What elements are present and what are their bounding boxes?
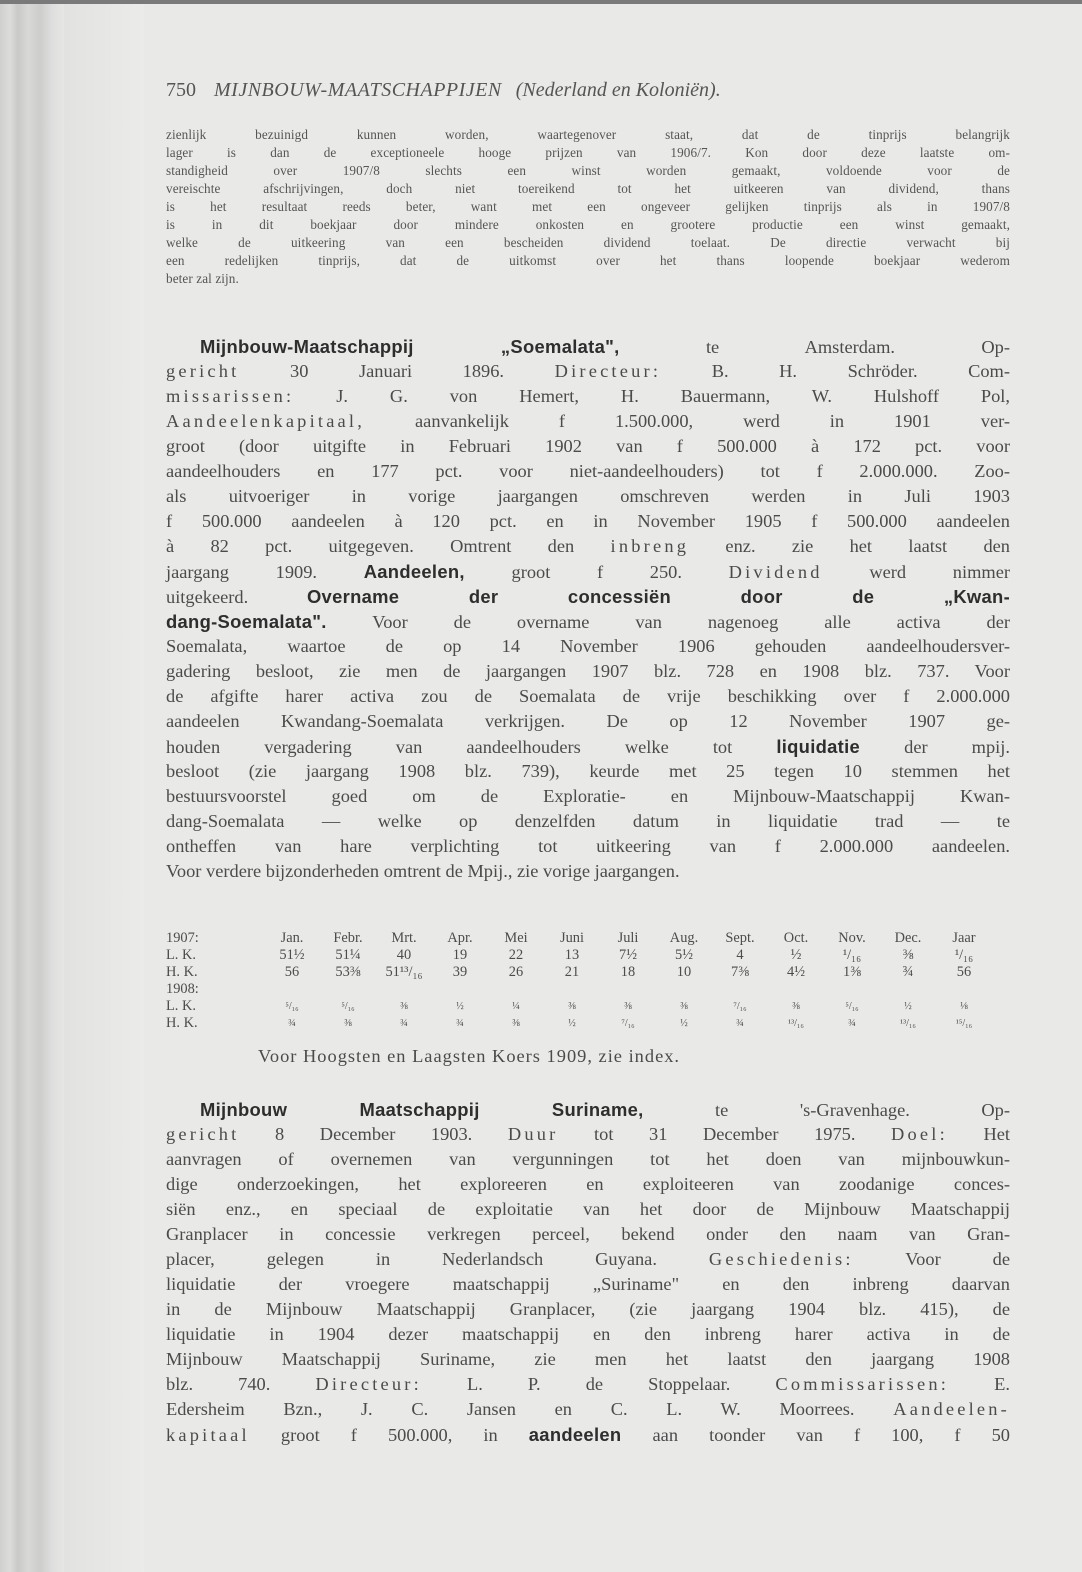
- text-line: aanvragen of overnemen van vergunningen tot het doen van mijnbouwkun-: [166, 1149, 1010, 1169]
- text-line: dige onderzoekingen, het exploreeren en exploiteeren van zoodanige conces-: [166, 1174, 1010, 1194]
- intro-line: zienlijk bezuinigd kunnen worden, waartegenover staat, dat de tinprijs belangrijk: [166, 127, 1010, 142]
- text: Edersheim Bzn., J. C. Jansen en C. L. W. Moorrees.: [166, 1399, 894, 1419]
- text: Het: [947, 1124, 1011, 1144]
- table-note: Voor Hoogsten en Laagsten Koers 1909, zie index.: [258, 1046, 681, 1066]
- text: aanvankelijk f 1.500.000, werd in 1901 ver-: [365, 411, 1010, 431]
- table-cell: ½: [568, 1018, 576, 1029]
- table-cell: ¹⁵/₁₆: [955, 1018, 973, 1029]
- text-line: bestuursvoorstel goed om de Exploratie- en Mijnbouw-Maatschappij Kwan-: [166, 786, 1010, 806]
- text: groot f 250.: [464, 562, 729, 582]
- table-cell: ¾: [848, 1018, 856, 1029]
- table-cell: ¹/₁₆: [842, 947, 862, 963]
- table-row: [166, 947, 992, 964]
- table-cell: 51¹³/₁₆: [385, 964, 423, 980]
- table-cell: 21: [564, 964, 580, 980]
- column-header: Mrt.: [391, 930, 417, 946]
- spaced-term: missarissen:: [166, 386, 295, 406]
- spaced-term: Directeur:: [554, 361, 662, 381]
- entry-heading: Mijnbouw Maatschappij Suriname,: [200, 1099, 644, 1120]
- table-cell: ¾: [902, 964, 914, 980]
- table-row: [166, 964, 992, 981]
- text-line: groot (door uitgifte in Februari 1902 van f 500.000 à 172 pct. voor: [166, 436, 1010, 456]
- year-label: 1907:: [166, 930, 199, 946]
- text: B. H. Schröder. Com-: [661, 361, 1010, 381]
- spaced-term: Geschiedenis:: [708, 1249, 854, 1269]
- table-cell: 7⅜: [731, 964, 749, 980]
- bold-subheading: dang-Soemalata".: [166, 611, 327, 632]
- text: der mpij.: [860, 737, 1010, 757]
- spaced-term: Aandeelen-: [893, 1399, 1010, 1419]
- table-cell: ⅜: [512, 1018, 520, 1029]
- spaced-term: kapitaal: [166, 1425, 250, 1445]
- spaced-term: gericht: [166, 361, 240, 381]
- table-cell: 51¼: [335, 947, 361, 963]
- spaced-term: Duur: [507, 1124, 559, 1144]
- running-title: MIJNBOUW-MAATSCHAPPIJEN: [214, 79, 502, 101]
- text: te 's-Gravenhage. Op-: [643, 1100, 1010, 1120]
- table-cell: 4½: [787, 964, 805, 980]
- table-cell: ¾: [736, 1018, 744, 1029]
- text-line: Granplacer in concessie verkregen perceel, bekend onder den naam van Gran-: [166, 1224, 1010, 1244]
- price-table: [166, 930, 992, 1032]
- column-header: Sept.: [725, 930, 755, 946]
- table-cell: ¹/₁₆: [954, 947, 974, 963]
- table-cell: ⁵/₁₆: [285, 1001, 299, 1012]
- text-line: aandeelen Kwandang-Soemalata verkrijgen. De op 12 November 1907 ge-: [166, 711, 1010, 731]
- table-cell: 51½: [279, 947, 305, 963]
- table-row: [166, 1015, 992, 1032]
- table-cell: ⅜: [902, 947, 914, 963]
- table-cell: ⁷/₁₆: [733, 1001, 747, 1012]
- intro-line: vereischte afschrijvingen, doch niet toereikend tot het uitkeeren van dividend, thans: [166, 181, 1010, 196]
- column-header: Juni: [560, 930, 584, 946]
- table-cell: 10: [676, 964, 692, 980]
- intro-line: een redelijken tinprijs, dat de uitkomst over het thans loopende boekjaar wederom: [166, 253, 1010, 268]
- spaced-term: Aandeelenkapitaal,: [166, 411, 366, 431]
- row-label: H. K.: [166, 1015, 198, 1031]
- spaced-term: Directeur:: [315, 1374, 422, 1394]
- intro-line: standigheid over 1907/8 slechts een winst worden gemaakt, voldoende voor de: [166, 163, 1010, 178]
- text-line: ontheffen van hare verplichting tot uitkeering van f 2.000.000 aandeelen.: [166, 836, 1010, 856]
- entry-heading: Mijnbouw-Maatschappij „Soemalata",: [200, 336, 620, 357]
- text: houden vergadering van aandeelhouders welke tot: [166, 737, 777, 757]
- table-cell: ⁷/₁₆: [621, 1018, 635, 1029]
- spaced-term: inbreng: [610, 536, 690, 556]
- text: L. P. de Stoppelaar.: [421, 1374, 776, 1394]
- page-gutter-shadow: [0, 0, 64, 1572]
- text-line: de afgifte harer activa zou de Soemalata de vrije beschikking over f 2.000.000: [166, 686, 1010, 706]
- table-cell: ¾: [288, 1018, 296, 1029]
- bold-subheading: Overname der concessiën door de „Kwan-: [306, 586, 1010, 607]
- table-cell: ⅜: [624, 1001, 632, 1012]
- table-cell: ½: [904, 1001, 912, 1012]
- table-cell: ¾: [400, 1018, 408, 1029]
- table-cell: ⅜: [344, 1018, 352, 1029]
- text: uitgekeerd.: [166, 587, 307, 607]
- text-line: Mijnbouw Maatschappij Suriname, zie men het laatst den jaargang 1908: [166, 1349, 1010, 1369]
- text: Voor de overname van nagenoeg alle activa der: [326, 612, 1010, 632]
- text: 8 December 1903.: [239, 1124, 508, 1144]
- table-cell: ⅜: [680, 1001, 688, 1012]
- spaced-term: Commissarissen:: [775, 1374, 950, 1394]
- text: te Amsterdam. Op-: [619, 337, 1010, 357]
- table-cell: ⁵/₁₆: [341, 1001, 355, 1012]
- text: à 82 pct. uitgegeven. Omtrent den: [166, 536, 611, 556]
- table-cell: ¼: [512, 1001, 520, 1012]
- column-header: Juli: [617, 930, 639, 946]
- column-header: Mei: [504, 930, 528, 946]
- table-cell: 56: [284, 964, 300, 980]
- text: E.: [949, 1374, 1010, 1394]
- bold-term: aandeelen: [528, 1424, 622, 1445]
- table-cell: 19: [452, 947, 468, 963]
- table-cell: 40: [396, 947, 412, 963]
- row-label: H. K.: [166, 964, 198, 980]
- column-header: Jaar: [952, 930, 976, 946]
- text-line: siën enz., en speciaal de exploitatie van het door de Mijnbouw Maatschappij: [166, 1199, 1010, 1219]
- bold-term: Aandeelen,: [363, 561, 465, 582]
- running-header: [166, 79, 721, 102]
- table-cell: ⅜: [400, 1001, 408, 1012]
- text: blz. 740.: [166, 1374, 316, 1394]
- table-row: [166, 998, 992, 1015]
- column-header: Oct.: [783, 930, 809, 946]
- table-cell: ⁵/₁₆: [845, 1001, 859, 1012]
- bold-term: liquidatie: [776, 736, 861, 757]
- table-cell: ¾: [456, 1018, 464, 1029]
- text: jaargang 1909.: [166, 562, 364, 582]
- scan-top-edge: [0, 0, 1082, 4]
- text-line: Soemalata, waartoe de op 14 November 1906 gehouden aandeelhoudersver-: [166, 636, 1010, 656]
- text-line: in de Mijnbouw Maatschappij Granplacer, (zie jaargang 1904 blz. 415), de: [166, 1299, 1010, 1319]
- row-label: L. K.: [166, 998, 196, 1014]
- intro-line: is het resultaat reeds beter, want met een ongeveer gelijken tinprijs als in 1907/8: [166, 199, 1010, 214]
- table-cell: 5½: [675, 947, 693, 963]
- table-cell: 7½: [619, 947, 637, 963]
- table-header-row: [166, 930, 992, 947]
- text-line: gadering besloot, zie men de jaargangen 1907 blz. 728 en 1908 blz. 737. Voor: [166, 661, 1010, 681]
- intro-line: beter zal zijn.: [166, 271, 239, 286]
- table-cell: 1⅜: [843, 964, 861, 980]
- text: tot 31 December 1975.: [558, 1124, 892, 1144]
- table-cell: ⅛: [960, 1001, 968, 1012]
- column-header: Dec.: [894, 930, 922, 946]
- column-header: Nov.: [838, 930, 866, 946]
- text: Voor de: [853, 1249, 1010, 1269]
- table-cell: ⅜: [792, 1001, 800, 1012]
- text-line: f 500.000 aandeelen à 120 pct. en in November 1905 f 500.000 aandeelen: [166, 511, 1010, 531]
- page-number: 750: [166, 79, 196, 101]
- text-line: liquidatie der vroegere maatschappij „Suriname" en den inbreng daarvan: [166, 1274, 1010, 1294]
- table-cell: ½: [456, 1001, 464, 1012]
- table-cell: 56: [956, 964, 972, 980]
- spaced-term: gericht: [166, 1124, 240, 1144]
- intro-line: welke de uitkeering van een bescheiden dividend toelaat. De directie verwacht bij: [166, 235, 1010, 250]
- column-header: Febr.: [333, 930, 363, 946]
- text-line: liquidatie in 1904 dezer maatschappij en den inbreng harer activa in de: [166, 1324, 1010, 1344]
- text: enz. zie het laatst den: [689, 536, 1011, 556]
- table-cell: 4: [736, 947, 744, 963]
- table-cell: ⅜: [568, 1001, 576, 1012]
- text-line: Voor verdere bijzonderheden omtrent de Mpij., zie vorige jaargangen.: [166, 861, 680, 881]
- spaced-term: Doel:: [891, 1124, 948, 1144]
- running-subtitle: (Nederland en Koloniën).: [515, 79, 721, 101]
- text: placer, gelegen in Nederlandsch Guyana.: [166, 1249, 709, 1269]
- text: groot f 500.000, in: [249, 1425, 529, 1445]
- table-cell: 18: [620, 964, 636, 980]
- text-line: dang-Soemalata — welke op denzelfden datum in liquidatie trad — te: [166, 811, 1010, 831]
- table-cell: ¹³/₁₆: [788, 1018, 804, 1029]
- text-line: besloot (zie jaargang 1908 blz. 739), keurde met 25 tegen 10 stemmen het: [166, 761, 1010, 781]
- text: 30 Januari 1896.: [239, 361, 555, 381]
- table-cell: 53⅜: [335, 964, 361, 980]
- table-year-row: [166, 981, 992, 998]
- table-cell: ½: [680, 1018, 688, 1029]
- table-cell: 13: [564, 947, 580, 963]
- table-cell: ½: [790, 947, 802, 963]
- column-header: Aug.: [669, 930, 699, 946]
- page-margin: [64, 0, 144, 1572]
- intro-line: lager is dan de exceptioneele hooge prijzen van 1906/7. Kon door deze laatste om-: [166, 145, 1010, 160]
- text-line: aandeelhouders en 177 pct. voor niet-aandeelhouders) tot f 2.000.000. Zoo-: [166, 461, 1010, 481]
- text: werd nimmer: [822, 562, 1010, 582]
- spaced-term: Dividend: [728, 562, 823, 582]
- column-header: Jan.: [280, 930, 304, 946]
- table-cell: ¹³/₁₆: [900, 1018, 916, 1029]
- text: aan toonder van f 100, f 50: [621, 1425, 1010, 1445]
- text: J. G. von Hemert, H. Bauermann, W. Hulshoff Pol,: [294, 386, 1010, 406]
- text-line: als uitvoeriger in vorige jaargangen omschreven werden in Juli 1903: [166, 486, 1010, 506]
- row-label: L. K.: [166, 947, 196, 963]
- table-cell: 39: [452, 964, 468, 980]
- table-cell: 22: [508, 947, 524, 963]
- year-label: 1908:: [166, 981, 199, 997]
- column-header: Apr.: [447, 930, 473, 946]
- table-cell: 26: [508, 964, 524, 980]
- intro-line: is in dit boekjaar door mindere onkosten en grootere productie een winst gemaakt,: [166, 217, 1010, 232]
